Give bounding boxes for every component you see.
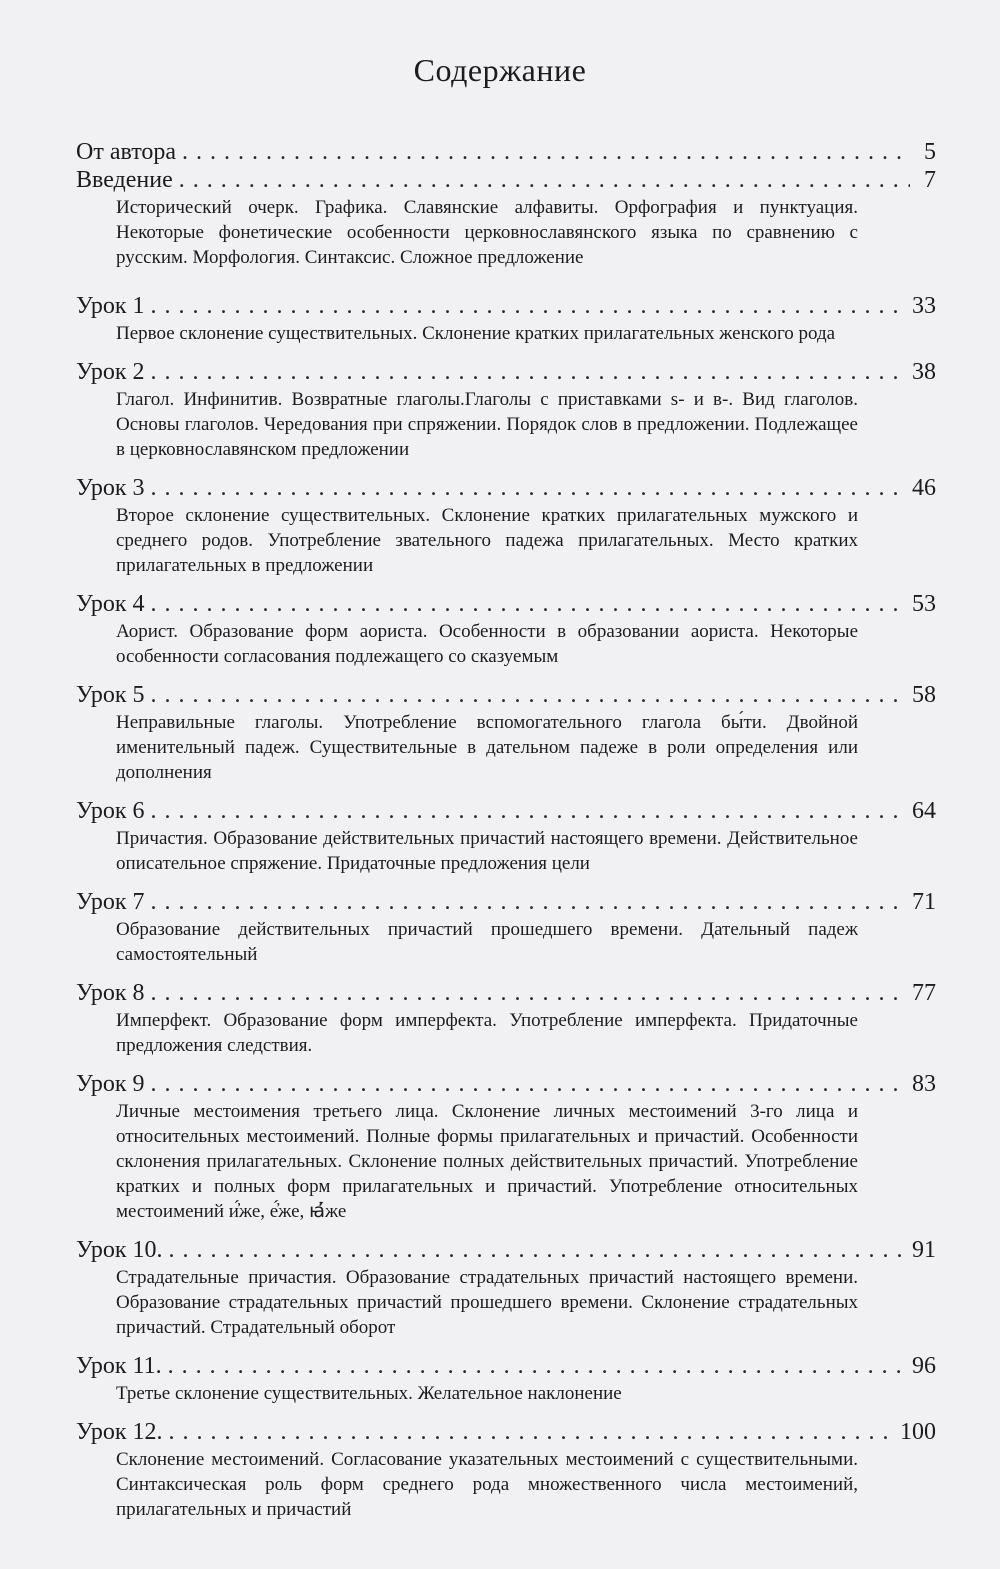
toc-entry-label: Урок 5	[76, 682, 145, 708]
toc-entry-head	[76, 979, 936, 1007]
toc-page-number: 64	[912, 798, 936, 824]
toc-entry-description: Неправильные глаголы. Употребление вспомогательного глагола бы́ти. Двойной именительный падеж. Существительные в дательном падеже в роли определения или дополнения	[116, 712, 858, 783]
toc-entry-description: Склонение местоимений. Согласование указательных местоимений с существительными. Синтаксическая роль форм среднего рода множественного числа местоимений, прилагательных и причастий	[116, 1449, 858, 1520]
toc-entry	[76, 474, 936, 578]
dot-leader	[151, 888, 906, 916]
toc-entry-head	[76, 1352, 936, 1380]
toc-entry-head	[76, 474, 936, 502]
toc-entry-description: Глагол. Инфинитив. Возвратные глаголы.Глаголы с приставками ѕ- и в-. Вид глаголов. Основы глаголов. Чередования при спряжении. Порядок слов в предложении. Подлежащее в церковнославянском предложении	[116, 389, 858, 460]
toc-entry	[76, 979, 936, 1058]
toc-entry-label: От автора	[76, 139, 177, 165]
toc-entry-head	[76, 166, 936, 194]
toc-entry	[76, 797, 936, 876]
toc-entry-head	[76, 1418, 936, 1446]
toc-entry-description: Страдательные причастия. Образование страдательных причастий настоящего времени. Образование страдательных причастий прошедшего времени. Склонение страдательных причастий. Страдательный оборот	[116, 1267, 858, 1338]
dot-leader	[169, 1418, 894, 1446]
toc-page-number: 77	[912, 980, 936, 1006]
dot-leader	[168, 1352, 906, 1380]
toc-entry-head	[76, 358, 936, 386]
toc-entry-head	[76, 1070, 936, 1098]
toc-entry-label: Урок 10.	[76, 1237, 163, 1263]
toc-page-number: 38	[912, 359, 936, 385]
toc-entry-description: Третье склонение существительных. Желательное наклонение	[116, 1383, 622, 1404]
toc-entry	[76, 590, 936, 669]
toc-page-number: 96	[912, 1353, 936, 1379]
toc-entry	[76, 1352, 936, 1406]
toc-entry	[76, 138, 936, 166]
toc-page-number: 100	[900, 1419, 936, 1445]
toc-entry-description: Исторический очерк. Графика. Славянские алфавиты. Орфография и пунктуация. Некоторые фонетические особенности церковнославянского языка по сравнению с русским. Морфология. Синтаксис. Сложное предложение	[116, 197, 858, 268]
toc-page-number: 58	[912, 682, 936, 708]
toc-page-number: 7	[924, 167, 936, 193]
toc-entry-label: Урок 2	[76, 359, 145, 385]
toc-entry-label: Урок 1	[76, 293, 145, 319]
toc-page-number: 5	[924, 139, 936, 165]
dot-leader	[169, 1236, 906, 1264]
toc-entry-head	[76, 1236, 936, 1264]
toc-entry	[76, 1236, 936, 1340]
dot-leader	[151, 1070, 906, 1098]
toc-entry-head	[76, 138, 936, 166]
toc-entry-label: Урок 3	[76, 475, 145, 501]
dot-leader	[179, 166, 910, 194]
toc-entry	[76, 166, 936, 270]
toc-entry	[76, 681, 936, 785]
dot-leader	[151, 979, 906, 1007]
toc-entry-label: Введение	[76, 167, 173, 193]
dot-leader	[151, 681, 906, 709]
toc-entry	[76, 292, 936, 346]
dot-leader	[151, 474, 906, 502]
toc-entry-label: Урок 7	[76, 889, 145, 915]
toc-page-number: 71	[912, 889, 936, 915]
toc-entry-head	[76, 888, 936, 916]
dot-leader	[151, 292, 906, 320]
toc-entry-label: Урок 4	[76, 591, 145, 617]
toc-entry	[76, 888, 936, 967]
dot-leader	[151, 797, 906, 825]
dot-leader	[151, 590, 906, 618]
toc-entry-label: Урок 9	[76, 1071, 145, 1097]
toc-entry-label: Урок 8	[76, 980, 145, 1006]
toc-page-number: 91	[912, 1237, 936, 1263]
toc-entry-description: Аорист. Образование форм аориста. Особенности в образовании аориста. Некоторые особенности согласования подлежащего со сказуемым	[116, 621, 858, 667]
toc-entry-label: Урок 11.	[76, 1353, 162, 1379]
toc-entry-label: Урок 6	[76, 798, 145, 824]
toc-entry-label: Урок 12.	[76, 1419, 163, 1445]
toc-entry-description: Первое склонение существительных. Склонение кратких прилагательных женского рода	[116, 323, 836, 344]
toc-entry-description: Второе склонение существительных. Склонение кратких прилагательных мужского и среднего родов. Употребление звательного падежа прилагательных. Место кратких прилагательных в предложении	[116, 505, 858, 576]
dot-leader	[182, 138, 910, 166]
table-of-contents	[76, 138, 936, 1522]
toc-entry-head	[76, 797, 936, 825]
dot-leader	[151, 358, 906, 386]
toc-entry-head	[76, 292, 936, 320]
toc-entry	[76, 1070, 936, 1224]
toc-page-number: 53	[912, 591, 936, 617]
toc-entry-description: Имперфект. Образование форм имперфекта. Употребление имперфекта. Придаточные предложения следствия.	[116, 1010, 858, 1056]
toc-entry-description: Личные местоимения третьего лица. Склонение личных местоимений 3-го лица и относительных местоимений. Полные формы прилагательных и причастий. Особенности склонения прилагательных. Склонение полных действительных причастий. Употребление кратких и полных форм прилагательных и причастий. Употребление относительных местоимений и҆́же, е҆́же, ꙗ҆́же	[116, 1101, 858, 1222]
toc-entry	[76, 1418, 936, 1522]
toc-page-number: 83	[912, 1071, 936, 1097]
toc-entry-description: Образование действительных причастий прошедшего времени. Дательный падеж самостоятельный	[116, 919, 858, 965]
toc-entry	[76, 358, 936, 462]
toc-page-number: 46	[912, 475, 936, 501]
toc-page-number: 33	[912, 293, 936, 319]
page-title: Содержание	[413, 52, 587, 88]
toc-entry-description: Причастия. Образование действительных причастий настоящего времени. Действительное описательное спряжение. Придаточные предложения цели	[116, 828, 858, 874]
toc-entry-head	[76, 681, 936, 709]
toc-entry-head	[76, 590, 936, 618]
